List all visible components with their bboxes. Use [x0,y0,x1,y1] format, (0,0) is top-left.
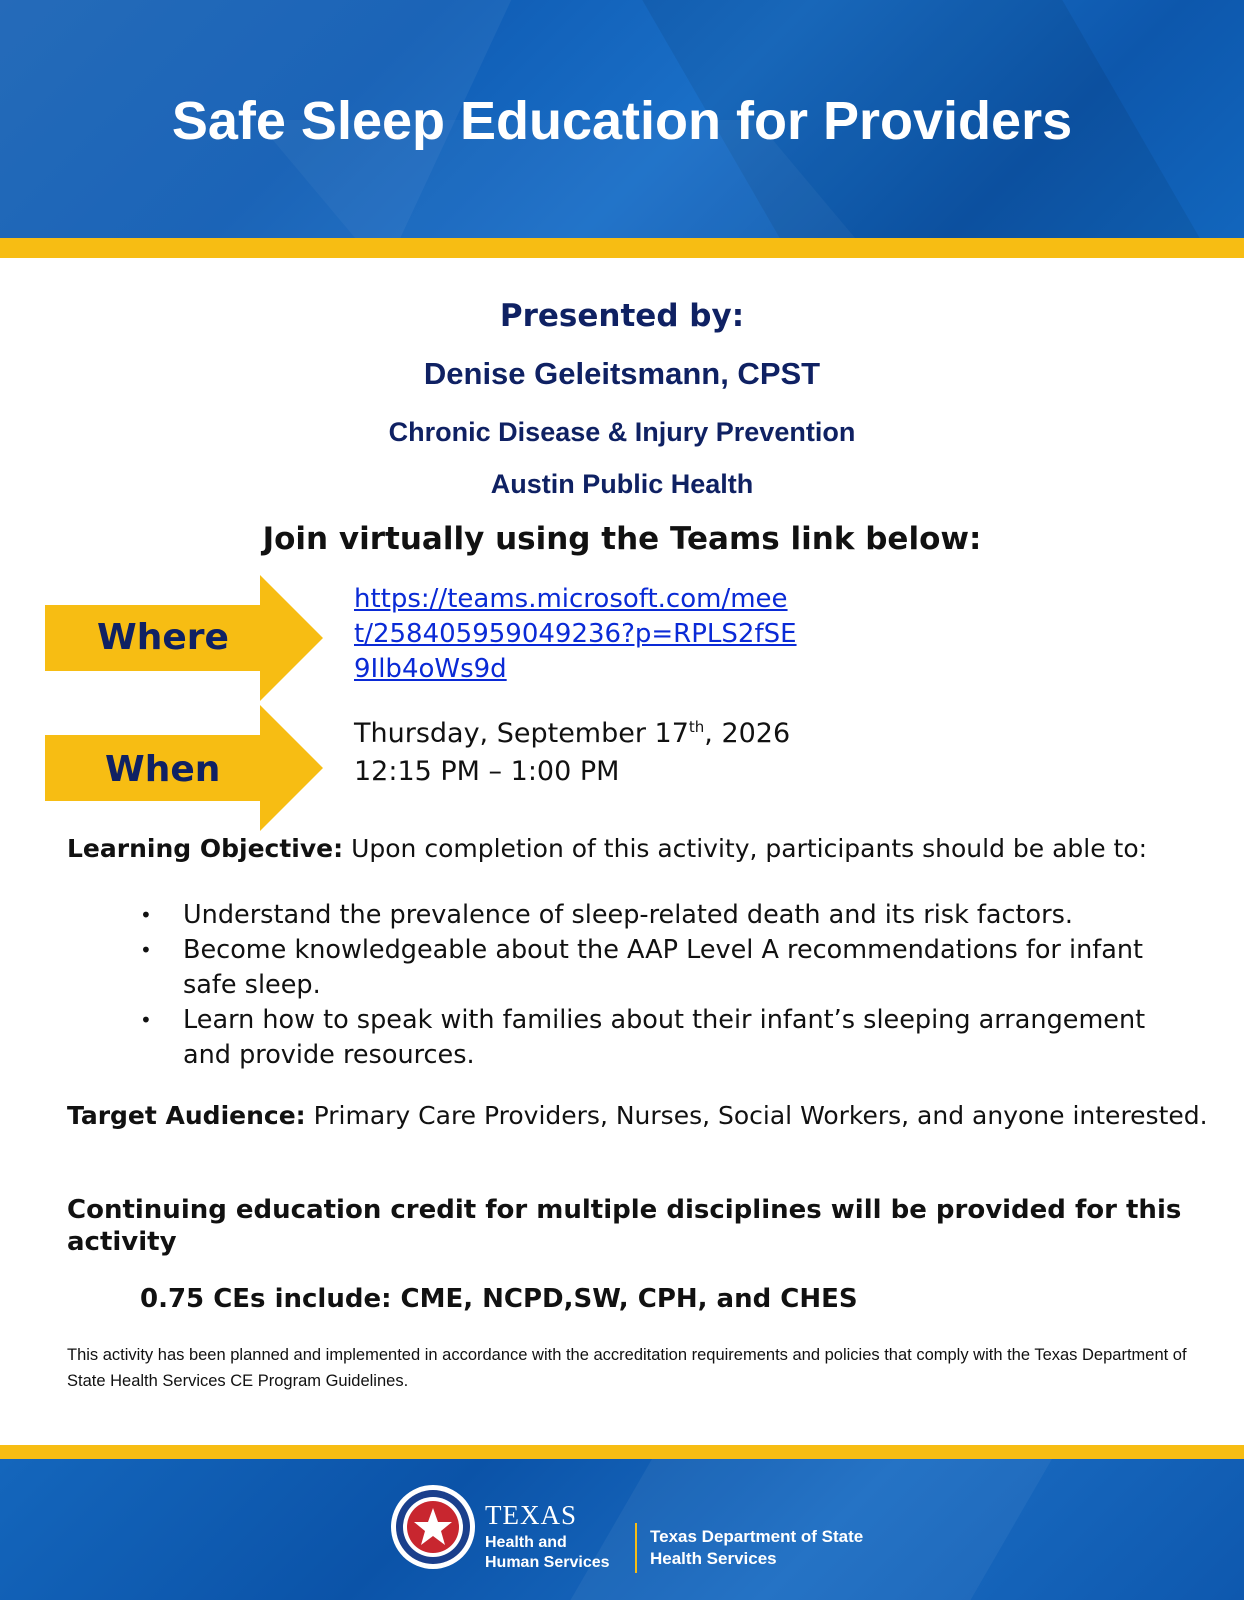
presented-by-heading: Presented by: [499,298,745,334]
event-time: 12:15 PM – 1:00 PM [354,756,620,787]
top-divider [0,238,1244,258]
target-audience [67,1100,1217,1132]
list-item: • Become knowledgeable about the AAP Level A recommendations for infant safe sleep. [140,933,1200,1003]
when-arrow [45,705,323,831]
when-label: When [105,749,221,790]
teams-meeting-link[interactable]: https://teams.microsoft.com/meet/258405959049236?p=RPLS2fSE9Ilb4oWs9d [354,584,797,684]
audience-label: Target Audience: [67,1101,306,1130]
dshs-logo-text: Texas Department of State Health Services [650,1527,864,1568]
ce-heading: Continuing education credit for multiple disciplines will be provided for this activity [67,1195,1182,1257]
page-title: Safe Sleep Education for Providers [171,91,1073,151]
where-arrow [45,575,323,701]
where-label: Where [97,617,229,658]
bottom-divider [0,1445,1244,1459]
objective-label: Learning Objective: [67,834,344,863]
ce-detail: 0.75 CEs include: CME, NCPD,SW, CPH, and CHES [140,1284,858,1314]
accreditation-disclaimer: This activity has been planned and implemented in accordance with the accreditation requirements and policies that comply with the Texas Department of State Health Services CE Program Guidelines. [67,1346,1187,1390]
presenter-organization: Austin Public Health [490,469,754,499]
logo-divider [635,1523,637,1573]
event-date: Thursday, September 17th, 2026 [354,718,791,749]
objective-list [140,898,1200,1073]
audience-text: Primary Care Providers, Nurses, Social Workers, and anyone interested. [305,1101,1208,1130]
list-item: • Understand the prevalence of sleep-related death and its risk factors. [140,898,1200,933]
list-item: • Learn how to speak with families about their infant’s sleeping arrangement and provide resources. [140,1003,1200,1073]
objective-text: Upon completion of this activity, participants should be able to: [343,834,1148,863]
hhs-logo-texas: TEXAS [485,1500,577,1530]
event-datetime [354,708,790,791]
hhs-logo-text: Health and Human Services [485,1534,610,1571]
presenter-name: Denise Geleitsmann, CPST [423,356,821,391]
learning-objective [67,833,1217,865]
presenter-department: Chronic Disease & Injury Prevention [388,417,856,447]
footer-banner [0,1459,1244,1600]
join-instructions: Join virtually using the Teams link below: [262,521,982,557]
texas-seal-icon [390,1484,476,1570]
